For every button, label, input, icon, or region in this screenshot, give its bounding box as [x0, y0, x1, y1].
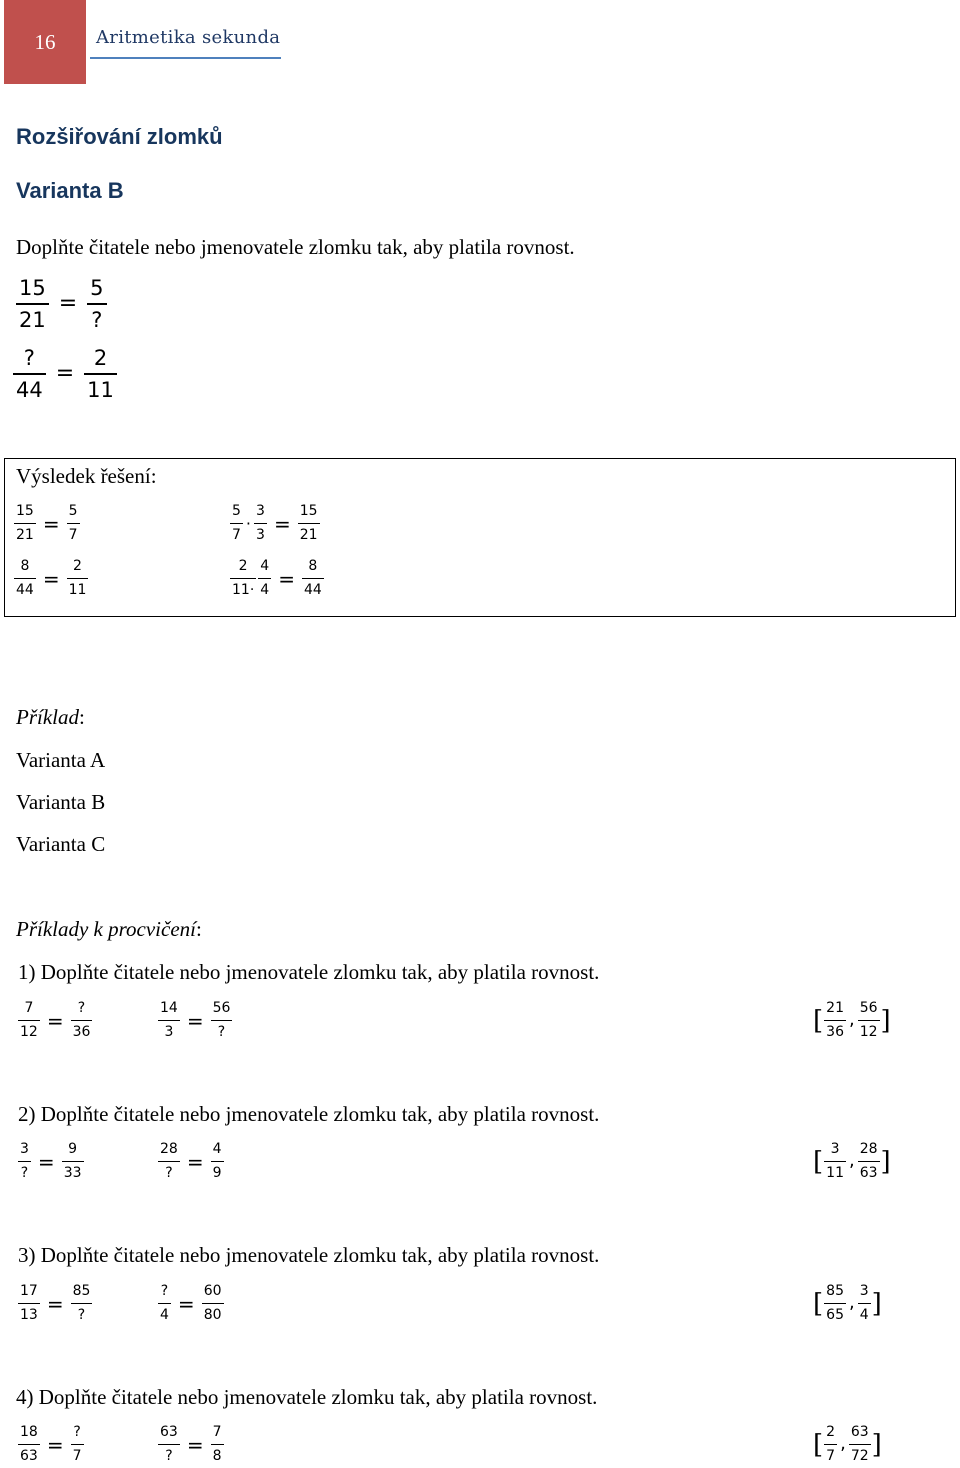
- header-underline: [90, 57, 281, 59]
- practice-3-equation-a: $\frac{17}{13}$ = $\frac{85}{?}$: [20, 1283, 91, 1324]
- practice-label: Příklady k procvičení:: [16, 917, 202, 941]
- chapter-title: Aritmetika sekunda: [96, 27, 281, 48]
- practice-instruction-2: 2) Doplňte čitatele nebo jmenovatele zlomku tak, aby platila rovnost.: [18, 1102, 600, 1126]
- fraction: $\frac{2}{11}$: [84, 343, 117, 405]
- variant-a-link[interactable]: Varianta A: [16, 748, 106, 772]
- section-heading: Rozšiřování zlomků: [16, 124, 223, 149]
- example-label: Příklad:: [16, 705, 85, 729]
- variant-heading: Varianta B: [16, 178, 124, 203]
- practice-1-answer: [ $\frac{21}{36}$ , $\frac{56}{12}$ ]: [813, 1000, 891, 1041]
- practice-instruction-1: 1) Doplňte čitatele nebo jmenovatele zlomku tak, aby platila rovnost.: [18, 960, 600, 984]
- result-label: Výsledek řešení:: [16, 464, 157, 488]
- practice-instruction-3: 3) Doplňte čitatele nebo jmenovatele zlomku tak, aby platila rovnost.: [18, 1243, 600, 1267]
- practice-2-equation-b: $\frac{28}{?}$ = $\frac{4}{9}$: [160, 1141, 222, 1182]
- practice-2-equation-a: $\frac{3}{?}$ = $\frac{9}{33}$: [20, 1141, 82, 1182]
- solution-step-1: $\frac{5}{7}$ · $\frac{3}{3}$ = $\frac{15}{21}$: [232, 503, 318, 544]
- fraction: $\frac{?}{44}$: [13, 343, 46, 405]
- practice-instruction-4: 4) Doplňte čitatele nebo jmenovatele zlomku tak, aby platila rovnost.: [16, 1385, 598, 1409]
- fraction: $\frac{5}{?}$: [87, 273, 106, 335]
- variant-c-link[interactable]: Varianta C: [16, 832, 106, 856]
- fraction: $\frac{15}{21}$: [16, 273, 49, 335]
- solution-step-2: $\frac{2}{11\cdot}$ $\frac{4}{4}$ = $\frac{8}{44}$: [232, 558, 322, 599]
- practice-3-equation-b: $\frac{?}{4}$ = $\frac{60}{80}$: [160, 1283, 222, 1324]
- variant-b-link[interactable]: Varianta B: [16, 790, 106, 814]
- task-equation-2: $\frac{?}{44}$ = $\frac{2}{11}$: [13, 343, 117, 405]
- task-equation-1: $\frac{15}{21}$ = $\frac{5}{?}$: [16, 273, 107, 335]
- practice-4-answer: [ $\frac{2}{7}$ , $\frac{63}{72}$ ]: [813, 1424, 882, 1465]
- instruction-text: Doplňte čitatele nebo jmenovatele zlomku tak, aby platila rovnost.: [16, 235, 575, 259]
- practice-1-equation-b: $\frac{14}{3}$ = $\frac{56}{?}$: [160, 1000, 231, 1041]
- result-equation-2: $\frac{8}{44}$ = $\frac{2}{11}$: [16, 558, 87, 599]
- practice-2-answer: [ $\frac{3}{11}$ , $\frac{28}{63}$ ]: [813, 1141, 891, 1182]
- practice-4-equation-b: $\frac{63}{?}$ = $\frac{7}{8}$: [160, 1424, 222, 1465]
- page-number: 16: [4, 0, 86, 84]
- result-equation-1: $\frac{15}{21}$ = $\frac{5}{7}$: [16, 503, 78, 544]
- practice-1-equation-a: $\frac{7}{12}$ = $\frac{?}{36}$: [20, 1000, 91, 1041]
- practice-4-equation-a: $\frac{18}{63}$ = $\frac{?}{7}$: [20, 1424, 82, 1465]
- practice-3-answer: [ $\frac{85}{65}$ , $\frac{3}{4}$ ]: [813, 1283, 882, 1324]
